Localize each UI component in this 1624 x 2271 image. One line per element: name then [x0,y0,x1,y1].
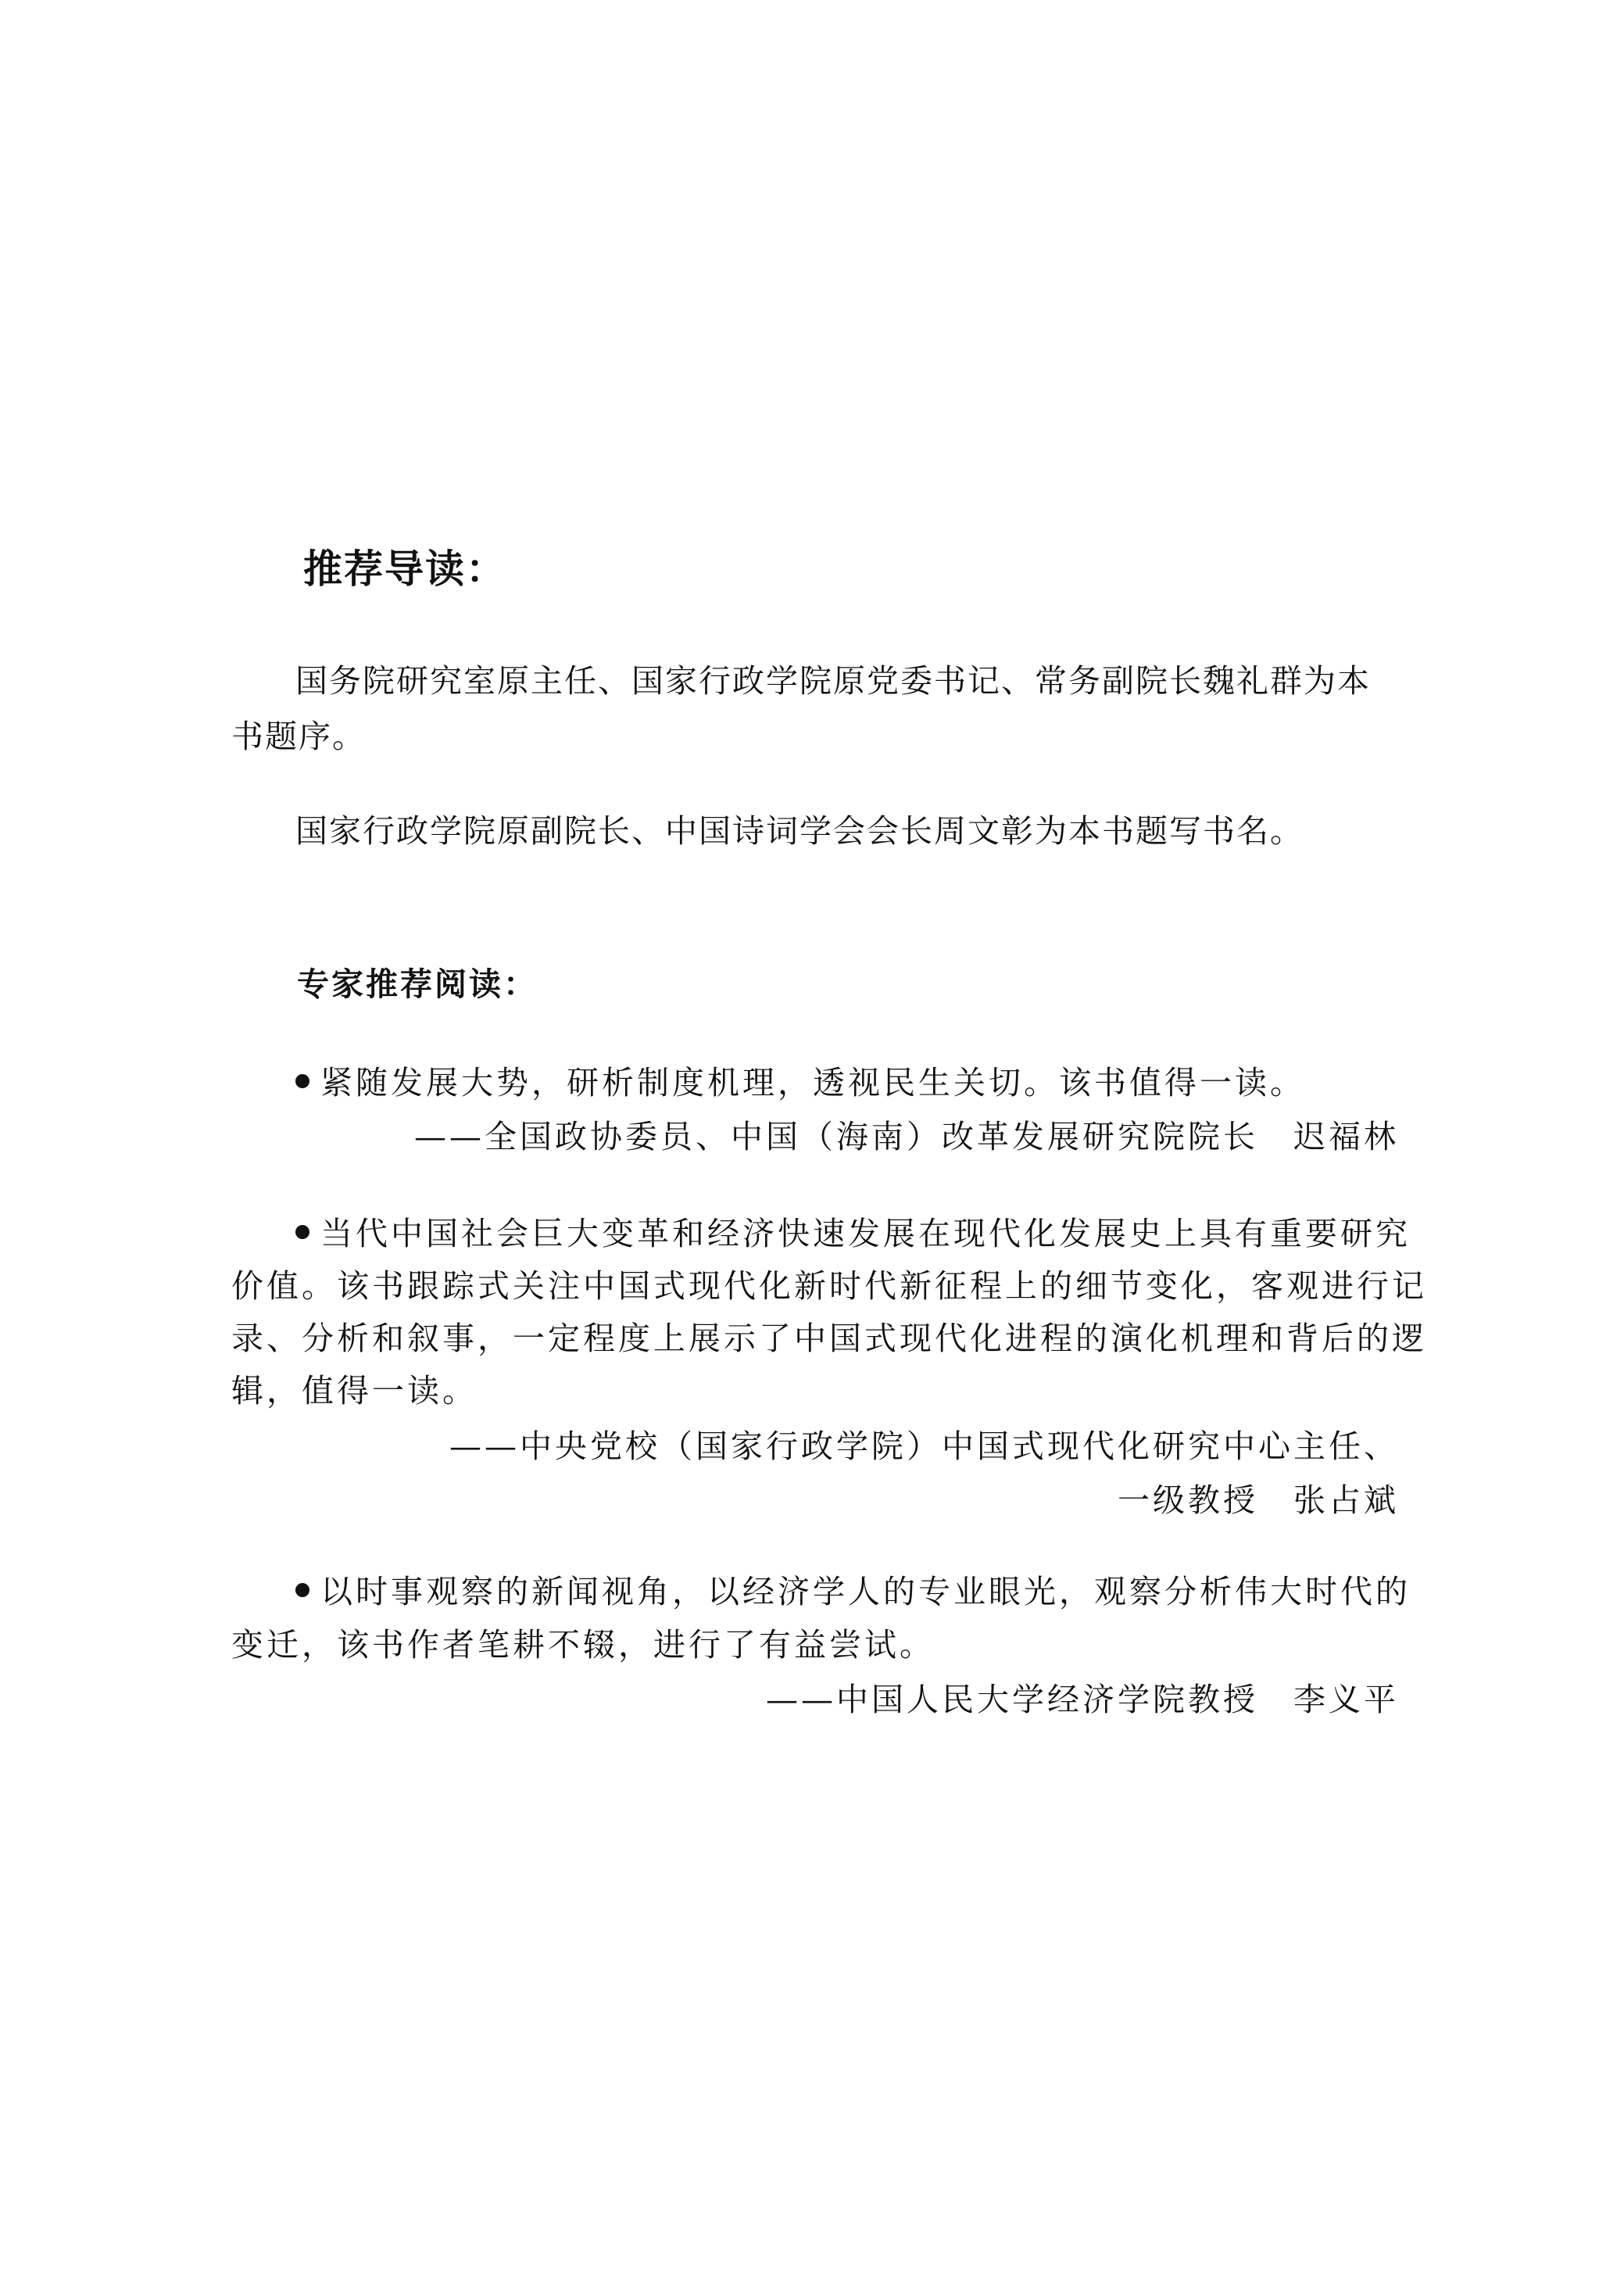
bullet-icon [295,1225,309,1239]
expert-item-2-text-line-1: 当代中国社会巨大变革和经济快速发展在现代化发展史上具有重要研究 [320,1215,1411,1252]
bullet-icon [295,1074,309,1088]
intro-paragraph-1-line-1: 国务院研究室原主任、国家行政学院原党委书记、常务副院长魏礼群为本 [295,662,1371,700]
recommended-reading-title: 推荐导读： [303,546,506,592]
expert-item-1-line-1 [295,1057,1305,1103]
expert-item-2-line-1 [295,1208,1411,1254]
expert-item-2-line-2: 价值。该书跟踪式关注中国式现代化新时代新征程上的细节变化，客观进行记 [231,1267,1427,1305]
bullet-icon [295,1583,309,1597]
intro-paragraph-2: 国家行政学院原副院长、中国诗词学会会长周文彰为本书题写书名。 [295,812,1304,850]
expert-item-1-text: 紧随发展大势，研析制度机理，透视民生关切。该书值得一读。 [320,1064,1305,1101]
intro-paragraph-1-line-2: 书题序。 [231,718,366,755]
expert-item-3-line-1 [295,1566,1411,1612]
expert-item-1-attribution: ——全国政协委员、中国（海南）改革发展研究院院长 迟福林 [414,1118,1399,1155]
expert-item-3-line-2: 变迁，该书作者笔耕不辍，进行了有益尝试。 [231,1626,935,1664]
expert-item-2-attribution-line-2: 一级教授 张占斌 [1118,1481,1399,1519]
expert-item-3-attribution: ——中国人民大学经济学院教授 李义平 [766,1681,1399,1718]
expert-item-2-attribution-line-1: ——中央党校（国家行政学院）中国式现代化研究中心主任、 [449,1427,1399,1465]
expert-item-3-text-line-1: 以时事观察的新闻视角，以经济学人的专业眼光，观察分析伟大时代的 [320,1573,1411,1610]
expert-recommendations-title: 专家推荐阅读： [297,965,538,1003]
expert-item-2-line-4: 辑，值得一读。 [231,1372,478,1410]
expert-item-2-line-3: 录、分析和叙事，一定程度上展示了中国式现代化进程的演化机理和背后的逻 [231,1320,1427,1357]
